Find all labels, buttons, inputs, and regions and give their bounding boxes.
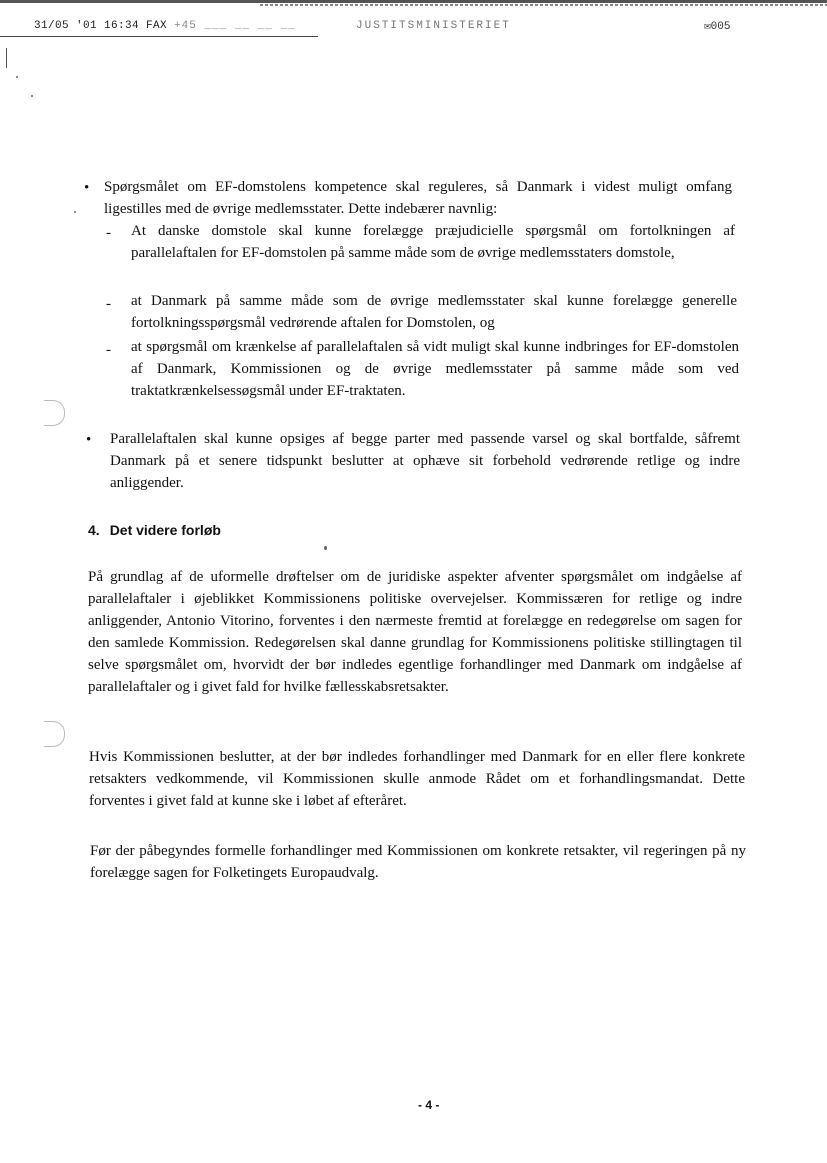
section-number: 4. — [88, 522, 100, 538]
paragraph: På grundlag af de uformelle drøftelser om de juridiske aspekter afventer spørgsmålet om indgåelse af parallelaftaler i øjeblikket Kommissionens politiske overvejelser. Kommissæren for retlige og indre anliggender, Antonio Vitorino, forventes i den nærmeste fremtid at forelægge en redegørelse om sagen for den samlede Kommission. Redegørelsen skal danne grundlag for Kommissionens politiske stillingtagen til selve spørgsmålet om, hvorvidt der bør indledes egentlige forhandlinger med Danmark om indgåelse af parallelaftaler og i givet fald for hvilke fællesskabsretsakter. — [88, 569, 742, 695]
dash-marker: - — [106, 342, 111, 358]
bullet-dot: • — [86, 432, 92, 448]
section-heading — [88, 522, 221, 538]
bullet-text: Spørgsmålet om EF-domstolens kompetence skal reguleres, så Danmark i videst muligt omfang ligestilles med de øvrige medlemsstater. Dette indebærer navnlig: — [104, 179, 732, 217]
dash-marker: - — [106, 225, 111, 241]
fax-number: +45 ___ __ __ __ — [174, 20, 296, 32]
paragraph: Før der påbegyndes formelle forhandlinger med Kommissionen om konkrete retsakter, vil regeringen på ny forelægge sagen for Folketingets Europaudvalg. — [90, 843, 746, 881]
bullet-dot: • — [84, 180, 90, 196]
fax-date-time: 31/05 '01 16:34 FAX — [34, 20, 168, 32]
paragraph: Hvis Kommissionen beslutter, at der bør indledes forhandlinger med Danmark for en eller flere konkrete retsakters vedkommende, vil Kommissionen skulle anmode Rådet om et forhandlingsmandat. Dette forventes i givet fald at kunne ske i løbet af efteråret. — [89, 749, 745, 809]
page-number: - 4 - — [418, 1098, 440, 1112]
sub-item: at spørgsmål om krænkelse af parallelaftalen så vidt muligt skal kunne indbringes for EF-domstolen af Danmark, Kommissionen og de øvrige medlemsstater på samme måde som ved traktatkrænkelsessøgsmål under EF-traktaten. — [131, 339, 739, 399]
fax-sender: JUSTITSMINISTERIET — [356, 20, 511, 32]
section-title: Det videre forløb — [109, 522, 221, 538]
bullet-text: Parallelaftalen skal kunne opsiges af begge parter med passende varsel og skal bortfalde, såfremt Danmark på et senere tidspunkt beslutter at ophæve sit forbehold vedrørende retlige og indre anliggender. — [110, 431, 740, 491]
fax-page-ref: ✉005 — [704, 21, 731, 33]
sub-item: At danske domstole skal kunne forelægge præjudicielle spørgsmål om fortolkningen af parallelaftalen for EF-domstolen på samme måde som de øvrige medlemsstaters domstole, — [131, 223, 735, 261]
dash-marker: - — [106, 296, 111, 312]
sub-item: at Danmark på samme måde som de øvrige medlemsstater skal kunne forelægge generelle fortolkningsspørgsmål vedrørende aftalen for Domstolen, og — [131, 293, 737, 331]
